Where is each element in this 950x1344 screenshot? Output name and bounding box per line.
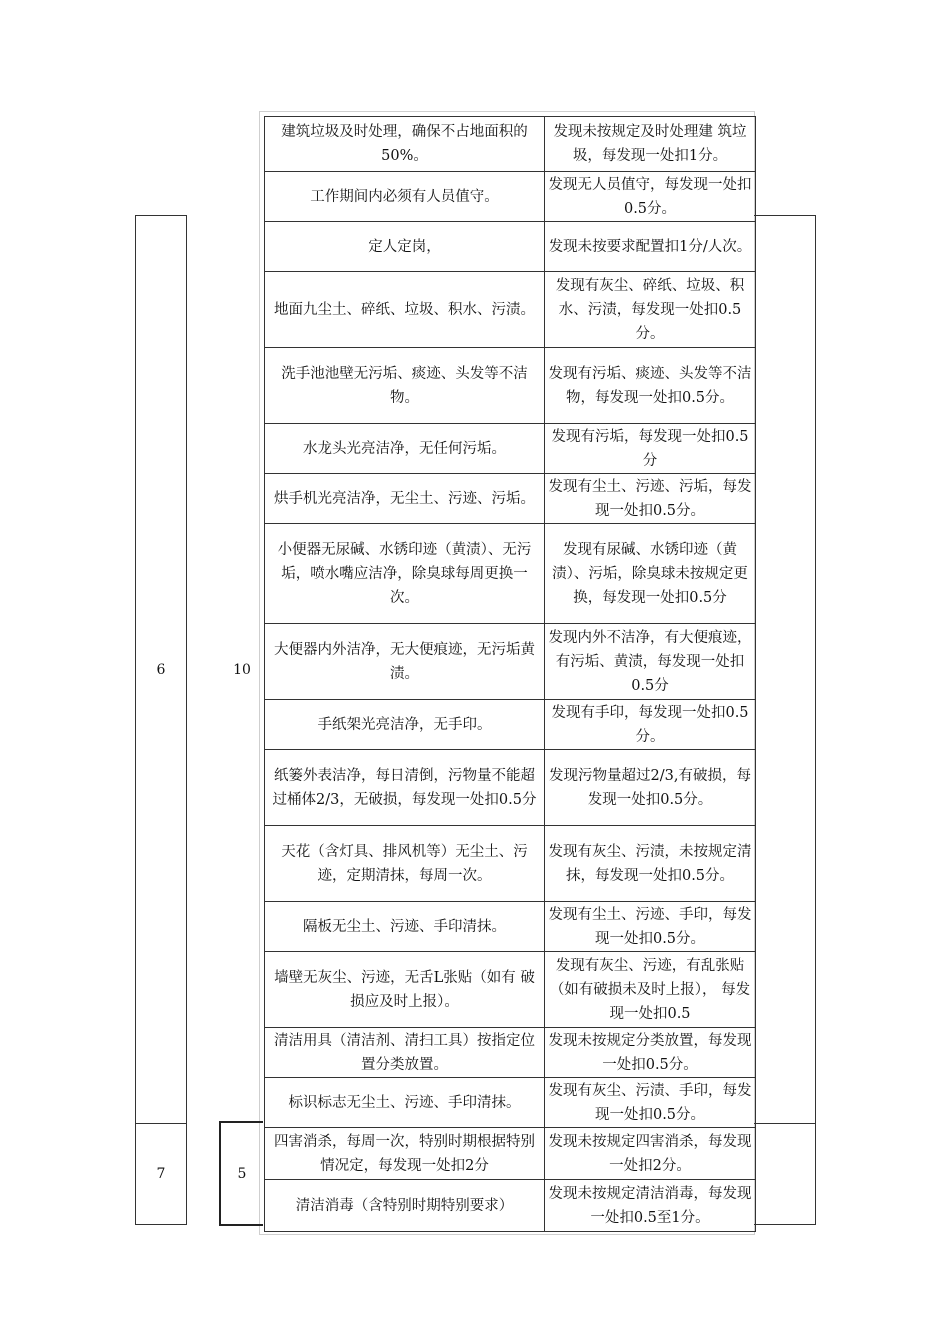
score-value: 5 bbox=[237, 1165, 247, 1182]
penalty-cell: 发现未按要求配置扣1分/人次。 bbox=[545, 222, 756, 272]
standard-cell: 标识标志无尘土、污迹、手印清抹。 bbox=[265, 1078, 545, 1128]
standard-cell: 洗手池池壁无污垢、痰迹、头发等不洁物。 bbox=[265, 348, 545, 424]
table-row bbox=[265, 117, 756, 172]
standard-cell: 大便器内外洁净，无大便痕迹，无污垢黄渍。 bbox=[265, 624, 545, 700]
standard-cell: 建筑垃圾及时处理，确保不占地面积的 50%。 bbox=[265, 117, 545, 172]
penalty-cell: 发现有尘土、污迹、手印，每发现一处扣0.5分。 bbox=[545, 902, 756, 952]
penalty-cell: 发现未按规定分类放置，每发现一处扣0.5分。 bbox=[545, 1028, 756, 1078]
penalty-cell: 发现有灰尘、碎纸、垃圾、积水、污渍，每发现一处扣0.5 分。 bbox=[545, 272, 756, 348]
penalty-cell: 发现未按规定四害消杀，每发现一处扣2分。 bbox=[545, 1128, 756, 1180]
penalty-cell: 发现有污垢，每发现一处扣0.5分 bbox=[545, 424, 756, 474]
table-row bbox=[265, 474, 756, 524]
table-row bbox=[265, 1028, 756, 1078]
table-row bbox=[265, 1180, 756, 1232]
penalty-cell: 发现未按规定及时处理建 筑垃圾，每发现一处扣1分。 bbox=[545, 117, 756, 172]
standard-cell: 纸篓外表洁净，每日清倒，污物量不能超过桶体2/3，无破损，每发现一处扣0.5分 bbox=[265, 750, 545, 826]
table-row bbox=[265, 272, 756, 348]
penalty-cell: 发现有尘土、污迹、污垢，每发现一处扣0.5分。 bbox=[545, 474, 756, 524]
table-row bbox=[265, 1078, 756, 1128]
standard-cell: 四害消杀，每周一次，特别时期根据特别情况定，每发现一处扣2分 bbox=[265, 1128, 545, 1180]
penalty-cell: 发现未按规定清洁消毒，每发现一处扣0.5至1分。 bbox=[545, 1180, 756, 1232]
penalty-cell: 发现有灰尘、污渍，未按规定清抹，每发现一处扣0.5分。 bbox=[545, 826, 756, 902]
table-row bbox=[265, 952, 756, 1028]
table-row bbox=[265, 700, 756, 750]
score-cell bbox=[219, 1121, 263, 1226]
item-number: 7 bbox=[156, 1166, 166, 1182]
score-cell bbox=[220, 215, 264, 1124]
table-row bbox=[265, 624, 756, 700]
table-row bbox=[265, 348, 756, 424]
standard-cell: 小便器无尿碱、水锈印迹（黄渍）、无污垢，喷水嘴应洁净，除臭球每周更换一次。 bbox=[265, 524, 545, 624]
penalty-cell: 发现污物量超过2/3,有破损，每发现一处扣0.5分。 bbox=[545, 750, 756, 826]
remarks-cell bbox=[754, 1123, 816, 1225]
penalty-cell: 发现有尿碱、水锈印迹（黄渍）、污垢，除臭球未按规定更换，每发现一处扣0.5分 bbox=[545, 524, 756, 624]
penalty-cell: 发现有手印，每发现一处扣0.5 分。 bbox=[545, 700, 756, 750]
penalty-cell: 发现有灰尘、污渍、手印，每发现一处扣0.5分。 bbox=[545, 1078, 756, 1128]
table-row bbox=[265, 172, 756, 222]
penalty-cell: 发现有污垢、痰迹、头发等不洁物，每发现一处扣0.5分。 bbox=[545, 348, 756, 424]
penalty-cell: 发现内外不洁净，有大便痕迹，有污垢、黄渍，每发现一处扣0.5分 bbox=[545, 624, 756, 700]
table-row bbox=[265, 1128, 756, 1180]
standard-cell: 地面九尘土、碎纸、垃圾、积水、污渍。 bbox=[265, 272, 545, 348]
standard-cell: 定人定岗， bbox=[265, 222, 545, 272]
standard-cell: 清洁消毒（含特别时期特别要求） bbox=[265, 1180, 545, 1232]
standard-cell: 水龙头光亮洁净，无任何污垢。 bbox=[265, 424, 545, 474]
standard-cell: 烘手机光亮洁净，无尘土、污迹、污垢。 bbox=[265, 474, 545, 524]
table-row bbox=[265, 826, 756, 902]
item-number: 6 bbox=[156, 661, 166, 678]
score-value: 10 bbox=[233, 661, 251, 678]
standard-cell: 隔板无尘土、污迹、手印清抹。 bbox=[265, 902, 545, 952]
item-number-cell bbox=[135, 215, 187, 1124]
standard-cell: 工作期间内必须有人员值守。 bbox=[265, 172, 545, 222]
standard-cell: 清洁用具（清洁剂、清扫工具）按指定位置分类放置。 bbox=[265, 1028, 545, 1078]
standard-cell: 天花（含灯具、排风机等）无尘土、污迹，定期清抹，每周一次。 bbox=[265, 826, 545, 902]
remarks-cell bbox=[754, 215, 816, 1124]
item-number-cell bbox=[135, 1123, 187, 1225]
table-row bbox=[265, 902, 756, 952]
table-row bbox=[265, 424, 756, 474]
table-row bbox=[265, 524, 756, 624]
table-row bbox=[265, 750, 756, 826]
penalty-cell: 发现无人员值守，每发现一处扣0.5分。 bbox=[545, 172, 756, 222]
table-row bbox=[265, 222, 756, 272]
penalty-cell: 发现有灰尘、污迹，有乱张贴（如有破损未及时上报）， 每发现一处扣0.5 bbox=[545, 952, 756, 1028]
inspection-table bbox=[264, 116, 756, 1232]
standard-cell: 手纸架光亮洁净，无手印。 bbox=[265, 700, 545, 750]
standard-cell: 墙壁无灰尘、污迹，无舌L张贴（如有 破损应及时上报）。 bbox=[265, 952, 545, 1028]
